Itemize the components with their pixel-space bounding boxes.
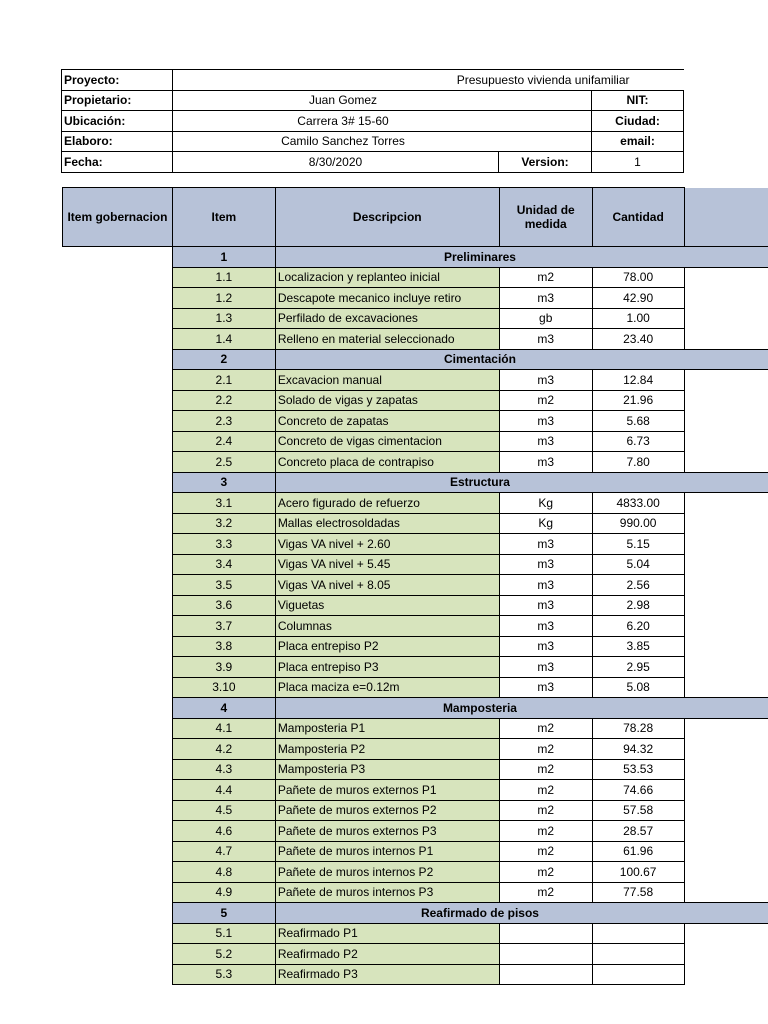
item-unit: m3 xyxy=(499,329,592,350)
gobernacion-cell xyxy=(63,657,173,678)
table-row xyxy=(63,308,768,329)
row-spacer xyxy=(684,513,768,534)
item-description: Excavacion manual xyxy=(275,370,499,391)
item-quantity: 6.20 xyxy=(592,616,684,637)
item-quantity: 2.98 xyxy=(592,595,684,616)
item-quantity: 5.15 xyxy=(592,534,684,555)
gobernacion-cell xyxy=(63,247,173,268)
gobernacion-cell xyxy=(63,575,173,596)
item-quantity: 5.68 xyxy=(592,411,684,432)
row-spacer xyxy=(684,554,768,575)
row-spacer xyxy=(684,862,768,883)
item-number: 3.7 xyxy=(172,616,275,637)
table-row xyxy=(63,964,768,985)
gobernacion-cell xyxy=(63,534,173,555)
budget-items-table xyxy=(62,187,768,985)
row-spacer xyxy=(684,657,768,678)
item-number: 4.8 xyxy=(172,862,275,883)
table-row xyxy=(63,513,768,534)
table-row xyxy=(63,780,768,801)
table-row xyxy=(63,493,768,514)
header-row-fecha xyxy=(62,152,684,173)
section-strip xyxy=(684,903,768,924)
section-title: Cimentación xyxy=(275,349,684,370)
table-row xyxy=(63,329,768,350)
table-row xyxy=(63,288,768,309)
row-spacer xyxy=(684,841,768,862)
table-row xyxy=(63,677,768,698)
item-quantity: 5.04 xyxy=(592,554,684,575)
table-row xyxy=(63,882,768,903)
col-cantidad: Cantidad xyxy=(592,188,684,247)
item-description: Vigas VA nivel + 5.45 xyxy=(275,554,499,575)
gobernacion-cell xyxy=(63,698,173,719)
gobernacion-cell xyxy=(63,821,173,842)
item-quantity: 7.80 xyxy=(592,452,684,473)
item-number: 2.2 xyxy=(172,390,275,411)
item-unit: Kg xyxy=(499,513,592,534)
row-spacer xyxy=(684,616,768,637)
item-number: 3.6 xyxy=(172,595,275,616)
gobernacion-cell xyxy=(63,616,173,637)
item-number: 3.1 xyxy=(172,493,275,514)
item-unit: m3 xyxy=(499,452,592,473)
gobernacion-cell xyxy=(63,267,173,288)
item-quantity xyxy=(592,944,684,965)
item-number: 2.1 xyxy=(172,370,275,391)
gobernacion-cell xyxy=(63,862,173,883)
item-unit: m3 xyxy=(499,411,592,432)
item-number: 1.1 xyxy=(172,267,275,288)
row-spacer xyxy=(684,390,768,411)
row-spacer xyxy=(684,944,768,965)
item-description: Reafirmado P1 xyxy=(275,923,499,944)
gobernacion-cell xyxy=(63,452,173,473)
row-spacer xyxy=(684,595,768,616)
item-description: Relleno en material seleccionado xyxy=(275,329,499,350)
table-row xyxy=(63,841,768,862)
item-number: 2.4 xyxy=(172,431,275,452)
item-unit: m3 xyxy=(499,534,592,555)
gobernacion-cell xyxy=(63,903,173,924)
item-description: Pañete de muros internos P2 xyxy=(275,862,499,883)
item-quantity: 57.58 xyxy=(592,800,684,821)
item-unit xyxy=(499,944,592,965)
row-spacer xyxy=(684,308,768,329)
item-unit: m3 xyxy=(499,616,592,637)
item-description: Acero figurado de refuerzo xyxy=(275,493,499,514)
item-unit: gb xyxy=(499,308,592,329)
gobernacion-cell xyxy=(63,759,173,780)
section-title: Estructura xyxy=(275,472,684,493)
gobernacion-cell xyxy=(63,493,173,514)
item-description: Viguetas xyxy=(275,595,499,616)
gobernacion-cell xyxy=(63,472,173,493)
row-spacer xyxy=(684,411,768,432)
item-quantity: 53.53 xyxy=(592,759,684,780)
section-number: 1 xyxy=(172,247,275,268)
row-spacer xyxy=(684,739,768,760)
item-unit: m2 xyxy=(499,841,592,862)
section-row xyxy=(63,903,768,924)
item-unit xyxy=(499,964,592,985)
row-spacer xyxy=(684,575,768,596)
gobernacion-cell xyxy=(63,370,173,391)
item-unit: m3 xyxy=(499,595,592,616)
row-spacer xyxy=(684,493,768,514)
item-number: 3.2 xyxy=(172,513,275,534)
item-number: 4.7 xyxy=(172,841,275,862)
item-description: Solado de vigas y zapatas xyxy=(275,390,499,411)
elaboro-label: Elaboro: xyxy=(62,131,173,152)
item-quantity: 2.95 xyxy=(592,657,684,678)
item-unit: m2 xyxy=(499,862,592,883)
item-quantity xyxy=(592,923,684,944)
item-number: 4.1 xyxy=(172,718,275,739)
item-unit: m2 xyxy=(499,780,592,801)
row-spacer xyxy=(684,452,768,473)
row-spacer xyxy=(684,267,768,288)
item-quantity: 23.40 xyxy=(592,329,684,350)
version-value: 1 xyxy=(592,152,684,173)
ubicacion-value: Carrera 3# 15-60 xyxy=(173,111,592,132)
item-quantity: 990.00 xyxy=(592,513,684,534)
item-description: Concreto de vigas cimentacion xyxy=(275,431,499,452)
item-description: Perfilado de excavaciones xyxy=(275,308,499,329)
gobernacion-cell xyxy=(63,390,173,411)
row-spacer xyxy=(684,964,768,985)
table-row xyxy=(63,821,768,842)
item-description: Mamposteria P1 xyxy=(275,718,499,739)
item-unit: m2 xyxy=(499,718,592,739)
item-quantity: 2.56 xyxy=(592,575,684,596)
gobernacion-cell xyxy=(63,329,173,350)
gobernacion-cell xyxy=(63,636,173,657)
item-number: 2.3 xyxy=(172,411,275,432)
table-row xyxy=(63,616,768,637)
item-description: Mamposteria P3 xyxy=(275,759,499,780)
item-description: Pañete de muros externos P2 xyxy=(275,800,499,821)
elaboro-value: Camilo Sanchez Torres xyxy=(173,131,592,152)
item-unit: m2 xyxy=(499,267,592,288)
table-row xyxy=(63,923,768,944)
item-unit: m3 xyxy=(499,288,592,309)
item-quantity: 21.96 xyxy=(592,390,684,411)
email-label: email: xyxy=(592,131,684,152)
table-row xyxy=(63,390,768,411)
section-title: Preliminares xyxy=(275,247,684,268)
item-number: 5.1 xyxy=(172,923,275,944)
section-number: 4 xyxy=(172,698,275,719)
gobernacion-cell xyxy=(63,554,173,575)
table-row xyxy=(63,575,768,596)
section-strip xyxy=(684,472,768,493)
item-number: 3.10 xyxy=(172,677,275,698)
row-spacer xyxy=(684,288,768,309)
table-row xyxy=(63,636,768,657)
item-description: Descapote mecanico incluye retiro xyxy=(275,288,499,309)
column-header-row xyxy=(63,188,768,247)
ciudad-label: Ciudad: xyxy=(592,111,684,132)
item-description: Columnas xyxy=(275,616,499,637)
table-row xyxy=(63,657,768,678)
item-number: 5.2 xyxy=(172,944,275,965)
item-description: Pañete de muros internos P1 xyxy=(275,841,499,862)
version-label: Version: xyxy=(499,152,592,173)
section-row xyxy=(63,698,768,719)
item-description: Pañete de muros internos P3 xyxy=(275,882,499,903)
item-quantity: 74.66 xyxy=(592,780,684,801)
gobernacion-cell xyxy=(63,349,173,370)
item-description: Placa maciza e=0.12m xyxy=(275,677,499,698)
row-spacer xyxy=(684,759,768,780)
section-strip xyxy=(684,247,768,268)
row-spacer xyxy=(684,800,768,821)
item-unit: m2 xyxy=(499,882,592,903)
item-quantity: 61.96 xyxy=(592,841,684,862)
col-item: Item xyxy=(172,188,275,247)
gobernacion-cell xyxy=(63,411,173,432)
item-quantity xyxy=(592,964,684,985)
gobernacion-cell xyxy=(63,739,173,760)
item-unit: m3 xyxy=(499,657,592,678)
table-row xyxy=(63,411,768,432)
gobernacion-cell xyxy=(63,718,173,739)
row-spacer xyxy=(684,821,768,842)
proyecto-label: Proyecto: xyxy=(62,70,173,91)
item-unit: m2 xyxy=(499,821,592,842)
row-spacer xyxy=(684,329,768,350)
item-quantity: 78.28 xyxy=(592,718,684,739)
row-spacer xyxy=(684,677,768,698)
nit-label: NIT: xyxy=(592,90,684,111)
table-row xyxy=(63,431,768,452)
table-row xyxy=(63,370,768,391)
item-number: 1.4 xyxy=(172,329,275,350)
item-quantity: 12.84 xyxy=(592,370,684,391)
item-number: 4.3 xyxy=(172,759,275,780)
header-row-propietario xyxy=(62,90,684,111)
row-spacer xyxy=(684,370,768,391)
item-description: Vigas VA nivel + 8.05 xyxy=(275,575,499,596)
item-description: Concreto placa de contrapiso xyxy=(275,452,499,473)
item-number: 4.6 xyxy=(172,821,275,842)
row-spacer xyxy=(684,882,768,903)
row-spacer xyxy=(684,923,768,944)
gobernacion-cell xyxy=(63,944,173,965)
item-number: 4.5 xyxy=(172,800,275,821)
table-row xyxy=(63,862,768,883)
col-descripcion: Descripcion xyxy=(275,188,499,247)
gobernacion-cell xyxy=(63,308,173,329)
row-spacer xyxy=(684,780,768,801)
project-header-table xyxy=(61,69,684,173)
col-spacer xyxy=(684,188,768,247)
item-unit: m3 xyxy=(499,370,592,391)
table-row xyxy=(63,739,768,760)
item-number: 3.8 xyxy=(172,636,275,657)
table-row xyxy=(63,595,768,616)
section-row xyxy=(63,472,768,493)
gobernacion-cell xyxy=(63,513,173,534)
row-spacer xyxy=(684,431,768,452)
table-row xyxy=(63,718,768,739)
section-title: Reafirmado de pisos xyxy=(275,903,684,924)
item-unit: Kg xyxy=(499,493,592,514)
section-row xyxy=(63,247,768,268)
proyecto-value: Presupuesto vivienda unifamiliar xyxy=(173,70,684,91)
fecha-label: Fecha: xyxy=(62,152,173,173)
section-strip xyxy=(684,349,768,370)
item-quantity: 77.58 xyxy=(592,882,684,903)
gobernacion-cell xyxy=(63,800,173,821)
item-unit: m3 xyxy=(499,554,592,575)
item-quantity: 78.00 xyxy=(592,267,684,288)
item-description: Pañete de muros externos P3 xyxy=(275,821,499,842)
section-title: Mamposteria xyxy=(275,698,684,719)
table-row xyxy=(63,452,768,473)
section-strip xyxy=(684,698,768,719)
item-description: Mallas electrosoldadas xyxy=(275,513,499,534)
item-quantity: 94.32 xyxy=(592,739,684,760)
gobernacion-cell xyxy=(63,841,173,862)
item-description: Concreto de zapatas xyxy=(275,411,499,432)
gobernacion-cell xyxy=(63,780,173,801)
item-unit: m2 xyxy=(499,739,592,760)
item-number: 5.3 xyxy=(172,964,275,985)
row-spacer xyxy=(684,636,768,657)
ubicacion-label: Ubicación: xyxy=(62,111,173,132)
item-number: 4.9 xyxy=(172,882,275,903)
gobernacion-cell xyxy=(63,677,173,698)
table-row xyxy=(63,554,768,575)
gobernacion-cell xyxy=(63,431,173,452)
item-unit: m3 xyxy=(499,431,592,452)
gobernacion-cell xyxy=(63,964,173,985)
fecha-value: 8/30/2020 xyxy=(173,152,499,173)
gobernacion-cell xyxy=(63,595,173,616)
item-quantity: 28.57 xyxy=(592,821,684,842)
section-number: 2 xyxy=(172,349,275,370)
item-description: Vigas VA nivel + 2.60 xyxy=(275,534,499,555)
table-row xyxy=(63,944,768,965)
item-number: 3.3 xyxy=(172,534,275,555)
table-row xyxy=(63,534,768,555)
item-description: Reafirmado P2 xyxy=(275,944,499,965)
item-quantity: 1.00 xyxy=(592,308,684,329)
item-number: 2.5 xyxy=(172,452,275,473)
item-unit: m2 xyxy=(499,390,592,411)
item-unit: m2 xyxy=(499,759,592,780)
table-row xyxy=(63,267,768,288)
section-number: 3 xyxy=(172,472,275,493)
header-row-ubicacion xyxy=(62,111,684,132)
item-description: Mamposteria P2 xyxy=(275,739,499,760)
item-quantity: 4833.00 xyxy=(592,493,684,514)
item-number: 3.4 xyxy=(172,554,275,575)
item-number: 4.4 xyxy=(172,780,275,801)
table-row xyxy=(63,759,768,780)
section-row xyxy=(63,349,768,370)
item-quantity: 6.73 xyxy=(592,431,684,452)
header-row-proyecto xyxy=(62,70,684,91)
item-unit: m2 xyxy=(499,800,592,821)
table-row xyxy=(63,800,768,821)
row-spacer xyxy=(684,534,768,555)
item-quantity: 3.85 xyxy=(592,636,684,657)
item-description: Pañete de muros externos P1 xyxy=(275,780,499,801)
item-number: 4.2 xyxy=(172,739,275,760)
item-description: Placa entrepiso P2 xyxy=(275,636,499,657)
row-spacer xyxy=(684,718,768,739)
section-number: 5 xyxy=(172,903,275,924)
col-unidad: Unidad de medida xyxy=(499,188,592,247)
item-number: 1.3 xyxy=(172,308,275,329)
item-description: Localizacion y replanteo inicial xyxy=(275,267,499,288)
item-number: 3.9 xyxy=(172,657,275,678)
gobernacion-cell xyxy=(63,923,173,944)
item-unit: m3 xyxy=(499,677,592,698)
item-number: 3.5 xyxy=(172,575,275,596)
item-unit xyxy=(499,923,592,944)
item-description: Placa entrepiso P3 xyxy=(275,657,499,678)
item-quantity: 100.67 xyxy=(592,862,684,883)
header-row-elaboro xyxy=(62,131,684,152)
item-quantity: 5.08 xyxy=(592,677,684,698)
item-quantity: 42.90 xyxy=(592,288,684,309)
item-unit: m3 xyxy=(499,575,592,596)
propietario-value: Juan Gomez xyxy=(173,90,592,111)
propietario-label: Propietario: xyxy=(62,90,173,111)
item-unit: m3 xyxy=(499,636,592,657)
item-number: 1.2 xyxy=(172,288,275,309)
item-description: Reafirmado P3 xyxy=(275,964,499,985)
gobernacion-cell xyxy=(63,882,173,903)
gobernacion-cell xyxy=(63,288,173,309)
col-item-gobernacion: Item gobernacion xyxy=(63,188,173,247)
